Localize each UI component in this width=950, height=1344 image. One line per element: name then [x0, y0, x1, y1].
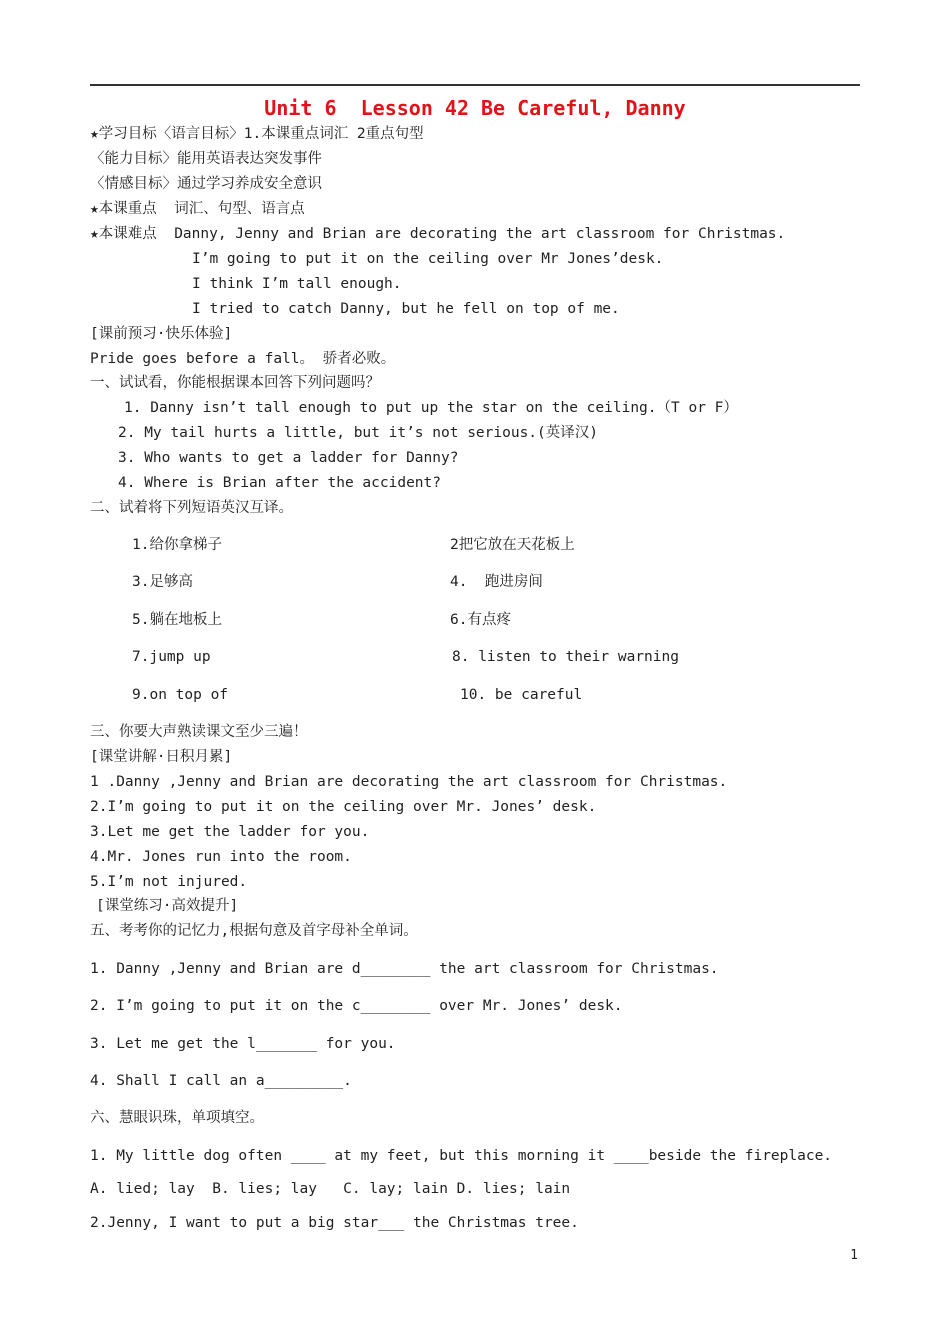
phrase-item: 3.足够高: [132, 574, 193, 590]
section-5-heading: 五、考考你的记忆力,根据句意及首字母补全单词。: [90, 923, 418, 939]
section-1-heading: 一、试试看，你能根据课本回答下列问题吗？: [90, 375, 380, 391]
objective-line: 〈情感目标〉通过学习养成安全意识: [90, 176, 322, 192]
phrase-item: 2把它放在天花板上: [450, 537, 575, 553]
question-item: 3. Who wants to get a ladder for Danny?: [118, 450, 459, 466]
difficult-sentence: I tried to catch Danny, but he fell on top of me.: [192, 301, 620, 317]
objective-line: ★本课难点 Danny, Jenny and Brian are decorating the art classroom for Christmas.: [90, 226, 786, 242]
objective-line: ★本课重点 词汇、句型、语言点: [90, 201, 305, 217]
class-item: 2.I’m going to put it on the ceiling over Mr. Jones’ desk.: [90, 799, 597, 815]
class-item: 3.Let me get the ladder for you.: [90, 824, 370, 840]
objective-line: ★学习目标〈语言目标〉1.本课重点词汇 2重点句型: [90, 126, 424, 142]
question-item: 1. Danny isn’t tall enough to put up the star on the ceiling.（T or F）: [124, 400, 738, 416]
class-item: 5.I’m not injured.: [90, 874, 248, 890]
preview-heading: [课前预习·快乐体验]: [90, 326, 233, 342]
header-rule: [90, 84, 860, 86]
fill-in-item: 3. Let me get the l_______ for you.: [90, 1036, 396, 1052]
section-3-heading: 三、你要大声熟读课文至少三遍！: [90, 724, 308, 740]
phrase-item: 5.躺在地板上: [132, 612, 222, 628]
fill-in-item: 4. Shall I call an a_________.: [90, 1073, 352, 1089]
difficult-sentence: I’m going to put it on the ceiling over Mr Jones’desk.: [192, 251, 664, 267]
question-item: 2. My tail hurts a little, but it’s not serious.(英译汉): [118, 425, 598, 441]
question-item: 4. Where is Brian after the accident?: [118, 475, 442, 491]
section-2-heading: 二、试着将下列短语英汉互译。: [90, 500, 293, 516]
page-title: Unit 6 Lesson 42 Be Careful, Danny: [264, 96, 686, 120]
phrase-item: 10. be careful: [460, 687, 583, 703]
practice-heading: [课堂练习·高效提升]: [96, 898, 239, 914]
choice-question: 2.Jenny, I want to put a big star___ the Christmas tree.: [90, 1215, 579, 1231]
choice-options: A. lied; lay B. lies; lay C. lay; lain D. lies; lain: [90, 1181, 571, 1197]
phrase-item: 9.on top of: [132, 687, 229, 703]
fill-in-item: 1. Danny ,Jenny and Brian are d________ the art classroom for Christmas.: [90, 961, 719, 977]
fill-in-item: 2. I’m going to put it on the c________ over Mr. Jones’ desk.: [90, 998, 623, 1014]
phrase-item: 8. listen to their warning: [452, 649, 679, 665]
difficult-sentence: I think I’m tall enough.: [192, 276, 402, 292]
class-item: 1 .Danny ,Jenny and Brian are decorating the art classroom for Christmas.: [90, 774, 728, 790]
class-item: 4.Mr. Jones run into the room.: [90, 849, 352, 865]
class-heading: [课堂讲解·日积月累]: [90, 749, 233, 765]
section-6-heading: 六、慧眼识珠，单项填空。: [90, 1110, 264, 1126]
phrase-item: 7.jump up: [132, 649, 211, 665]
phrase-item: 1.给你拿梯子: [132, 537, 222, 553]
phrase-item: 6.有点疼: [450, 612, 511, 628]
proverb: Pride goes before a fall。 骄者必败。: [90, 351, 396, 367]
phrase-item: 4. 跑进房间: [450, 574, 543, 590]
choice-question: 1. My little dog often ____ at my feet, but this morning it ____beside the fireplace.: [90, 1148, 833, 1164]
objective-line: 〈能力目标〉能用英语表达突发事件: [90, 151, 322, 167]
page-number: 1: [850, 1248, 858, 1263]
